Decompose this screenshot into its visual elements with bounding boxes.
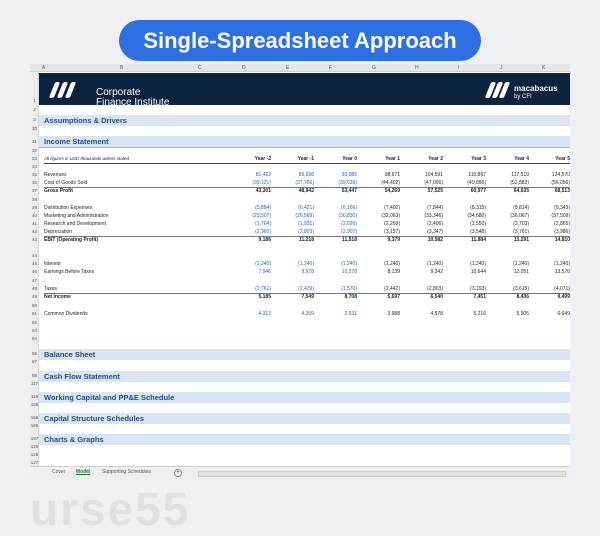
cell-value[interactable]: 4,312 (258, 311, 271, 317)
cell-value[interactable]: (3,761) (513, 229, 529, 235)
cell-value[interactable]: 53,447 (341, 188, 357, 194)
cell-value[interactable]: 117,519 (511, 172, 529, 178)
cell-value[interactable]: 6,540 (430, 294, 443, 300)
sheet-tab-bar (30, 466, 570, 480)
row-number[interactable]: 33 (31, 156, 37, 161)
cell-value[interactable]: (2,865) (554, 221, 570, 227)
cell-value[interactable]: (32,063) (381, 213, 400, 219)
section-assumptions[interactable] (39, 115, 570, 126)
row-number[interactable]: 31 (31, 139, 37, 144)
cell-value[interactable]: 54,269 (384, 188, 400, 194)
cell-value[interactable]: 11,218 (298, 237, 314, 243)
cell-value[interactable]: (52,883) (510, 180, 529, 186)
col-j[interactable]: J (500, 65, 503, 71)
cell-value[interactable]: 81,422 (255, 172, 271, 178)
cfi-logo-line2: Finance Institute (96, 97, 170, 108)
cell-value[interactable]: (3,615) (513, 286, 529, 292)
cell-value[interactable]: 13,291 (513, 237, 529, 243)
row-label[interactable]: Net Income (44, 294, 71, 300)
cell-value[interactable]: (49,890) (467, 180, 486, 186)
header-banner (39, 73, 570, 108)
section-label: Cash Flow Statement (44, 372, 120, 381)
section-charts[interactable] (39, 434, 570, 445)
cell-value[interactable]: (7,400) (384, 205, 400, 211)
col-a[interactable]: A (42, 65, 46, 71)
row-label[interactable]: Research and Development (44, 221, 106, 227)
row-number[interactable]: 117 (30, 381, 39, 386)
cell-value[interactable]: 13,570 (554, 269, 570, 275)
cell-value[interactable]: (1,240) (470, 261, 486, 267)
cfi-logo (50, 82, 170, 108)
year-header[interactable]: Year 5 (555, 156, 570, 162)
cell-value[interactable]: 98,671 (384, 172, 400, 178)
row-number[interactable]: 38 (31, 197, 37, 202)
cell-value[interactable]: (1,240) (513, 261, 529, 267)
cell-value[interactable]: 10,582 (427, 237, 443, 243)
row-number[interactable]: 34 (31, 164, 37, 169)
cell-value[interactable]: 12,051 (513, 269, 529, 275)
subtotal-rule (44, 187, 570, 188)
subtotal-rule (44, 293, 570, 294)
cell-value[interactable]: 110,867 (468, 172, 486, 178)
section-label: Income Statement (44, 137, 109, 146)
cell-value[interactable]: 8,139 (387, 269, 400, 275)
col-h[interactable]: H (415, 65, 419, 71)
cell-value[interactable]: 8,708 (344, 294, 357, 300)
cell-value[interactable]: (2,429) (298, 286, 314, 292)
section-label: Capital Structure Schedules (44, 414, 145, 423)
row-label[interactable]: EBIT (Operating Profit) (44, 237, 99, 243)
cell-value[interactable]: 6,649 (557, 311, 570, 317)
cell-value[interactable]: (39,639) (338, 180, 357, 186)
cell-value[interactable]: 57,525 (427, 188, 443, 194)
row-number[interactable]: 3 (33, 117, 36, 122)
cell-value[interactable]: 9,978 (301, 269, 314, 275)
cell-value[interactable]: (2,907) (341, 229, 357, 235)
col-b[interactable]: B (120, 65, 124, 71)
col-e[interactable]: E (286, 65, 290, 71)
year-header[interactable]: Year 1 (385, 156, 400, 162)
cell-value[interactable]: 3,988 (387, 311, 400, 317)
row-number[interactable]: 30 (31, 126, 37, 131)
cell-value[interactable]: (1,240) (298, 261, 314, 267)
cell-value[interactable]: (9,343) (554, 205, 570, 211)
spreadsheet[interactable] (30, 64, 570, 535)
column-header-bar (30, 64, 570, 72)
cell-value[interactable]: (3,347) (427, 229, 443, 235)
watermark: urse55 (30, 483, 191, 535)
year-header[interactable]: Year 2 (428, 156, 443, 162)
cell-value[interactable]: 5,697 (387, 294, 400, 300)
year-header[interactable]: Year 3 (471, 156, 486, 162)
tab-supporting-schedules[interactable]: Supporting Schedules (102, 469, 151, 475)
row-number[interactable]: 47 (31, 278, 37, 283)
cell-value[interactable]: (34,680) (467, 213, 486, 219)
row-number[interactable]: 87 (31, 359, 37, 364)
row-number[interactable]: 44 (31, 253, 37, 258)
cell-value[interactable]: (1,240) (341, 261, 357, 267)
cell-value[interactable]: 10,644 (470, 269, 486, 275)
cell-value[interactable]: (47,066) (424, 180, 443, 186)
row-number[interactable]: 48 (31, 286, 37, 291)
cfi-logo-line1: Corporate (96, 87, 141, 98)
row-number[interactable]: 125 (30, 444, 39, 449)
cell-value[interactable]: (3,548) (470, 229, 486, 235)
subtotal-rule (44, 236, 570, 237)
cell-value[interactable]: 8,436 (516, 294, 529, 300)
section-underline (39, 147, 570, 148)
cell-value[interactable]: (1,931) (298, 221, 314, 227)
cell-value[interactable]: (2,269) (384, 221, 400, 227)
cell-value[interactable]: (44,402) (381, 180, 400, 186)
row-label[interactable]: Revenues (44, 172, 67, 178)
cell-value[interactable]: 11,518 (341, 237, 357, 243)
cell-value[interactable]: 11,884 (470, 237, 486, 243)
cell-value[interactable]: (8,315) (470, 205, 486, 211)
cell-value[interactable]: 7,451 (473, 294, 486, 300)
row-number[interactable]: 45 (31, 261, 37, 266)
section-label: Assumptions & Drivers (44, 116, 127, 125)
row-number[interactable]: 88 (31, 373, 37, 378)
row-number[interactable]: 35 (31, 172, 37, 177)
row-number[interactable]: 156 (30, 415, 39, 420)
row-label[interactable]: Taxes (44, 286, 58, 292)
cell-value[interactable]: (8,814) (513, 205, 529, 211)
cell-value[interactable]: 10,278 (341, 269, 357, 275)
cell-value[interactable]: 7,549 (301, 294, 314, 300)
col-f[interactable]: F (329, 65, 333, 71)
row-number[interactable]: 50 (31, 303, 37, 308)
cell-value[interactable]: (39,121) (252, 180, 271, 186)
cell-value[interactable]: (1,764) (255, 221, 271, 227)
row-number[interactable]: 53 (31, 328, 37, 333)
cell-value[interactable]: (37,756) (295, 180, 314, 186)
cell-value[interactable]: (3,157) (384, 229, 400, 235)
cell-value[interactable]: (5,884) (255, 205, 271, 211)
header-rule (44, 163, 570, 164)
row-label[interactable]: Depreciation (44, 229, 73, 235)
cell-value[interactable]: (36,067) (510, 213, 529, 219)
row-number[interactable]: 43 (31, 237, 37, 242)
section-cash-flow[interactable] (39, 371, 570, 382)
row-number[interactable]: 1 (33, 98, 36, 103)
macabacus-logo-line1: macabacus (514, 84, 558, 93)
macabacus-logo-line2: by CFI (514, 94, 532, 100)
year-header[interactable]: Year -1 (297, 156, 314, 162)
cell-value[interactable]: 86,698 (298, 172, 314, 178)
cell-value[interactable]: (23,507) (252, 213, 271, 219)
cell-value[interactable]: 68,513 (554, 188, 570, 194)
cell-value[interactable]: (2,703) (513, 221, 529, 227)
horizontal-scrollbar[interactable] (198, 471, 566, 477)
row-number[interactable]: 49 (31, 294, 37, 299)
cell-value[interactable]: 60,977 (470, 188, 486, 194)
cell-value[interactable]: 124,570 (551, 172, 570, 178)
year-header[interactable]: Year 4 (514, 156, 529, 162)
row-number[interactable]: 32 (31, 148, 37, 153)
cell-value[interactable]: (2,803) (427, 286, 443, 292)
cell-value[interactable]: (2,406) (427, 221, 443, 227)
row-number[interactable]: 127 (30, 460, 39, 465)
row-number[interactable]: 118 (30, 394, 39, 399)
row-label[interactable]: Cost of Goods Sold (44, 180, 88, 186)
row-label[interactable]: Marketing and Administration (44, 213, 109, 219)
cell-value[interactable]: 5,185 (258, 294, 271, 300)
section-label: Charts & Graphs (44, 435, 104, 444)
cell-value[interactable]: (2,960) (255, 229, 271, 235)
cell-value[interactable]: 2,931 (344, 311, 357, 317)
row-number[interactable]: 126 (30, 452, 39, 457)
cell-value[interactable]: 9,499 (557, 294, 570, 300)
col-d[interactable]: D (242, 65, 246, 71)
cell-value[interactable]: 93,086 (341, 172, 357, 178)
row-label[interactable]: Earnings Before Taxes (44, 269, 95, 275)
cell-value[interactable]: (1,240) (384, 261, 400, 267)
cell-value[interactable]: (2,550) (470, 221, 486, 227)
tab-model[interactable]: Model (76, 469, 91, 475)
cell-value[interactable]: (7,844) (427, 205, 443, 211)
cell-value[interactable]: (1,240) (427, 261, 443, 267)
cell-value[interactable]: 64,635 (513, 188, 529, 194)
section-label: Balance Sheet (44, 350, 96, 359)
row-number[interactable]: 39 (31, 205, 37, 210)
section-capital-structure[interactable] (39, 413, 570, 424)
row-number[interactable]: 46 (31, 269, 37, 274)
tab-cover[interactable]: Cover (52, 469, 66, 475)
row-number[interactable]: 37 (31, 188, 37, 193)
row-number[interactable]: 155 (30, 402, 39, 407)
col-k[interactable]: K (542, 65, 546, 71)
cell-value[interactable]: (1,240) (255, 261, 271, 267)
row-number[interactable]: 55 (31, 351, 37, 356)
col-i[interactable]: I (458, 65, 460, 71)
cell-value[interactable]: 9,379 (387, 237, 400, 243)
cell-value[interactable]: (3,986) (554, 229, 570, 235)
macabacus-logo (486, 82, 558, 100)
section-balance-sheet[interactable] (39, 349, 570, 360)
section-label: Working Capital and PP&E Schedule (44, 393, 175, 402)
row-label[interactable]: Common Dividends (44, 311, 88, 317)
cell-value[interactable]: 4,209 (301, 311, 314, 317)
cell-value[interactable]: 9,342 (430, 269, 443, 275)
row-number[interactable]: 36 (31, 180, 37, 185)
row-number[interactable]: 51 (31, 311, 37, 316)
row-number[interactable]: 187 (30, 436, 39, 441)
cell-value[interactable]: 9,186 (258, 237, 271, 243)
cell-value[interactable]: (30,830) (338, 213, 357, 219)
cell-value[interactable]: 5,216 (473, 311, 486, 317)
cell-value[interactable]: (26,569) (295, 213, 314, 219)
cell-value[interactable]: (33,346) (424, 213, 443, 219)
row-number[interactable]: 52 (31, 320, 37, 325)
col-g[interactable]: G (372, 65, 376, 71)
cell-value[interactable]: (4,071) (554, 286, 570, 292)
cell-value[interactable]: (56,056) (551, 180, 570, 186)
year-header[interactable]: Year -2 (254, 156, 271, 162)
row-label[interactable]: Interest (44, 261, 61, 267)
row-number[interactable]: 42 (31, 229, 37, 234)
row-number[interactable]: 186 (30, 423, 39, 428)
year-header[interactable]: Year 0 (342, 156, 357, 162)
section-income-statement[interactable] (39, 136, 570, 147)
cell-value[interactable]: (37,509) (551, 213, 570, 219)
cell-value[interactable]: (2,803) (298, 229, 314, 235)
cell-value[interactable]: (3,193) (470, 286, 486, 292)
cell-value[interactable]: 104,591 (424, 172, 443, 178)
cell-value[interactable]: 14,810 (554, 237, 570, 243)
row-number[interactable]: 2 (33, 107, 36, 112)
cell-value[interactable]: (2,026) (341, 221, 357, 227)
row-label[interactable]: Distribution Expenses (44, 205, 93, 211)
section-working-capital[interactable] (39, 392, 570, 403)
units-note: All figures in USD thousands unless stated (44, 156, 130, 161)
row-label[interactable]: Gross Profit (44, 188, 73, 194)
cell-value[interactable]: 43,301 (255, 188, 271, 194)
cell-value[interactable]: 4,578 (430, 311, 443, 317)
cell-value[interactable]: (6,166) (341, 205, 357, 211)
row-number[interactable]: 54 (31, 336, 37, 341)
cell-value[interactable]: (2,761) (255, 286, 271, 292)
cell-value[interactable]: (1,570) (341, 286, 357, 292)
cell-value[interactable]: (2,442) (384, 286, 400, 292)
cell-value[interactable]: 48,942 (298, 188, 314, 194)
row-number[interactable]: 41 (31, 221, 37, 226)
row-number[interactable]: 40 (31, 213, 37, 218)
cell-value[interactable]: (1,240) (554, 261, 570, 267)
add-sheet-icon[interactable]: + (174, 469, 182, 477)
page-title: Single-Spreadsheet Approach (119, 20, 481, 61)
cell-value[interactable]: 5,905 (516, 311, 529, 317)
col-c[interactable]: C (198, 65, 202, 71)
cell-value[interactable]: 7,946 (258, 269, 271, 275)
cell-value[interactable]: (6,421) (298, 205, 314, 211)
